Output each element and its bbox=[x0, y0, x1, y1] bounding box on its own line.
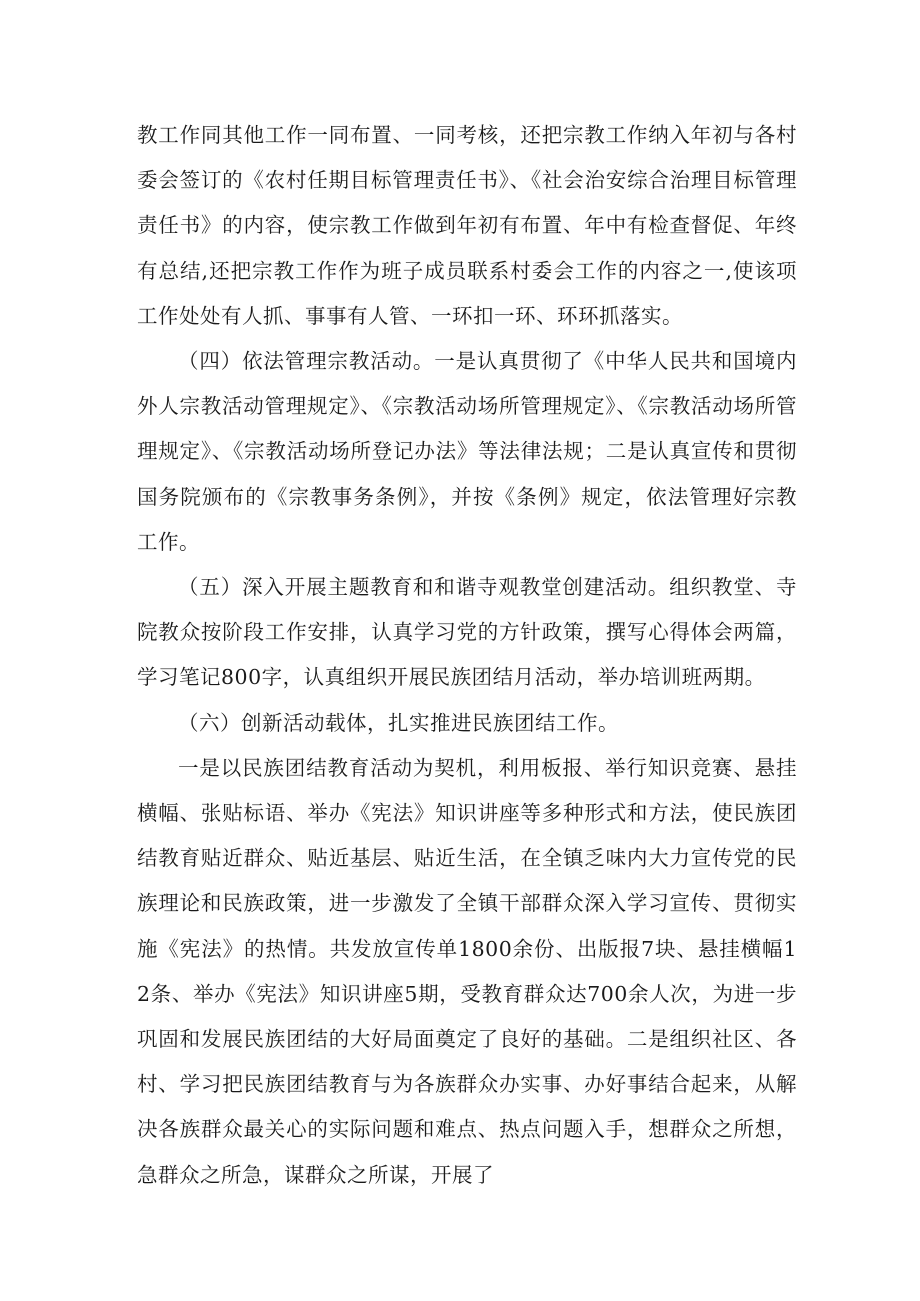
paragraph-section-six-body: 一是以民族团结教育活动为契机，利用板报、举行知识竞赛、悬挂横幅、张贴标语、举办《宪法》知识讲座等多种形式和方法，使民族团结教育贴近群众、贴近基层、贴近生活，在全镇乏味内大力宣传党的民族理论和民族政策，进一步激发了全镇干部群众深入学习宣传、贯彻实施《宪法》的热情。共发放宣传单1800余份、出版报7块、悬挂横幅12条、举办《宪法》知识讲座5期，受教育群众达700余人次，为进一步巩固和发展民族团结的大好局面奠定了良好的基础。二是组织社区、各村、学习把民族团结教育与为各族群众办实事、办好事结合起来，从解决各族群众最关心的实际问题和难点、热点问题入手，想群众之所想，急群众之所急，谋群众之所谋，开展了 bbox=[137, 755, 797, 1187]
paragraph-section-four: （四）依法管理宗教活动。一是认真贯彻了《中华人民共和国境内外人宗教活动管理规定》、《宗教活动场所管理规定》、《宗教活动场所管理规定》、《宗教活动场所登记办法》等法律法规；二是认真宣传和贯彻国务院颁布的《宗教事务条例》，并按《条例》规定，依法管理好宗教工作。 bbox=[137, 349, 797, 554]
paragraph-section-five: （五）深入开展主题教育和和谐寺观教堂创建活动。组织教堂、寺院教众按阶段工作安排，认真学习党的方针政策，撰写心得体会两篇，学习笔记800字，认真组织开展民族团结月活动，举办培训班两期。 bbox=[137, 575, 797, 690]
paragraph-section-six-heading: （六）创新活动载体，扎实推进民族团结工作。 bbox=[178, 710, 619, 735]
document-body bbox=[137, 113, 797, 1198]
paragraph-continued: 教工作同其他工作一同布置、一同考核，还把宗教工作纳入年初与各村委会签订的《农村任期目标管理责任书》、《社会治安综合治理目标管理责任书》的内容，使宗教工作做到年初有布置、年中有检查督促、年终有总结,还把宗教工作作为班子成员联系村委会工作的内容之一,使该项工作处处有人抓、事事有人管、一环扣一环、环环抓落实。 bbox=[137, 123, 797, 328]
